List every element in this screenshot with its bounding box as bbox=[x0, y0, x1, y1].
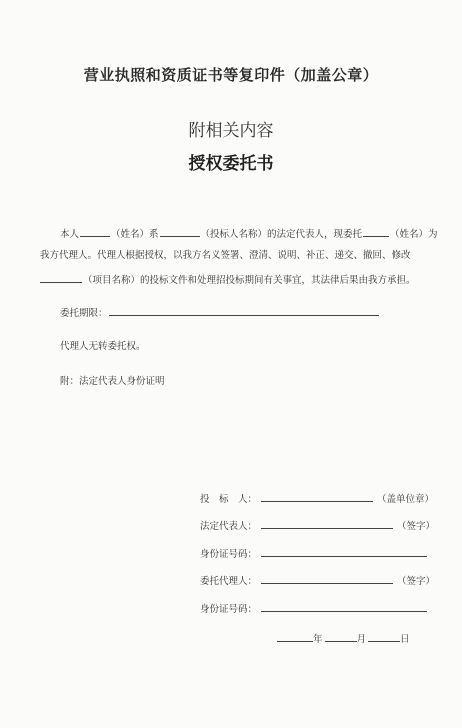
period-label: 委托期限： bbox=[60, 308, 108, 319]
year-blank bbox=[277, 631, 313, 642]
agent-row bbox=[200, 573, 435, 589]
main-title: 授权委托书 bbox=[188, 154, 274, 174]
bidder-note: （盖单位章） bbox=[377, 494, 435, 505]
name-blank bbox=[80, 226, 110, 237]
text-name-wei: （姓名）为 bbox=[390, 229, 438, 240]
id-number-row-2 bbox=[200, 601, 427, 617]
sub-title: 附相关内容 bbox=[188, 121, 274, 141]
legal-rep-note: （签字） bbox=[397, 521, 436, 532]
paragraph-line-2 bbox=[40, 249, 411, 263]
id-number-row-1 bbox=[200, 546, 427, 562]
text-legal-rep: （投标人名称）的法定代表人，现委托 bbox=[200, 229, 363, 240]
attachment-text: 附：法定代表人身份证明 bbox=[60, 376, 165, 387]
month-label: 月 bbox=[356, 634, 367, 645]
header-title: 营业执照和资质证书等复印件（加盖公章） bbox=[83, 66, 379, 84]
agent-name-blank bbox=[363, 226, 389, 237]
id-blank-2 bbox=[261, 601, 427, 612]
agent-note: （签字） bbox=[397, 576, 436, 587]
id-label-1: 身份证号码： bbox=[200, 549, 258, 560]
id-blank-1 bbox=[261, 546, 427, 557]
agent-blank bbox=[261, 573, 393, 584]
bidder-blank bbox=[261, 491, 373, 502]
agent-label: 委托代理人： bbox=[200, 576, 258, 587]
legal-rep-row bbox=[200, 518, 435, 534]
paragraph-line-3 bbox=[40, 272, 416, 288]
text-project: （项目名称）的投标文件和处理招投标期间有关事宜，其法律后果由我方承担。 bbox=[83, 275, 416, 286]
text-ben-ren: 本人 bbox=[60, 229, 80, 240]
project-name-blank bbox=[40, 272, 82, 283]
date-row bbox=[277, 631, 410, 647]
legal-rep-label: 法定代表人： bbox=[200, 521, 258, 532]
legal-rep-blank bbox=[261, 518, 393, 529]
attachment-line bbox=[60, 375, 165, 389]
period-blank bbox=[109, 305, 379, 316]
text-name-xi: （姓名）系 bbox=[111, 229, 159, 240]
id-label-2: 身份证号码： bbox=[200, 604, 258, 615]
paragraph-line-1 bbox=[60, 226, 438, 242]
no-delegation-line bbox=[60, 340, 146, 354]
year-label: 年 bbox=[313, 634, 323, 645]
bidder-label: 投 标 人： bbox=[200, 494, 258, 505]
text-authorization: 我方代理人。代理人根据授权，以我方名义签署、澄清、说明、补正、递交、撤回、修改 bbox=[40, 250, 411, 261]
month-blank bbox=[325, 631, 357, 642]
no-delegation-text: 代理人无转委托权。 bbox=[60, 341, 146, 352]
day-label: 日 bbox=[400, 634, 410, 645]
bidder-name-blank bbox=[160, 226, 200, 237]
day-blank bbox=[368, 631, 400, 642]
period-line bbox=[60, 305, 380, 321]
bidder-row bbox=[200, 491, 434, 507]
